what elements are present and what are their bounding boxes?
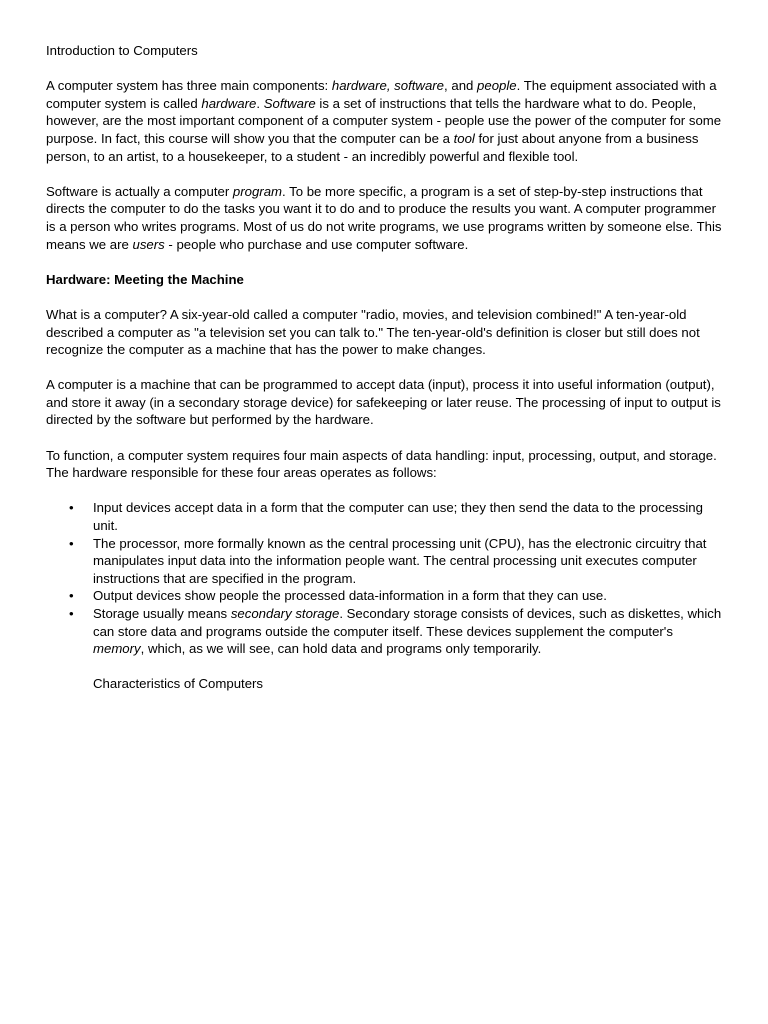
section-heading: Hardware: Meeting the Machine [46,271,244,287]
list-item [46,587,722,605]
document-title: Introduction to Computers [46,43,198,58]
text-span: . The equipment associated with a computer system is called [46,78,717,111]
text-span: . Secondary storage consists of devices, such as diskettes, which can store data and programs outside the computer itself. These devices supplement the computer's [93,606,722,639]
emphasis-text: secondary storage [230,606,340,621]
text-span: , and [444,78,478,94]
list-item-text: The processor, more formally known as the central processing unit (CPU), has the electronic circuitry that manipulates input data into the information people want. The central processing unit executes computer instructions that are specified in the program. [93,535,707,586]
emphasis-text: users [132,236,165,252]
text-span: A computer system has three main components: [46,78,332,94]
list-item [46,535,722,588]
list-item [46,605,722,658]
emphasis-text: Software [263,95,316,111]
bullet-icon: • [69,606,74,621]
emphasis-text: memory [93,641,141,657]
text-span: . [256,95,264,111]
bullet-icon: • [69,588,74,604]
paragraph-what-is-computer: What is a computer? A six-year-old called a computer "radio, movies, and television combined!" A ten-year-old described a computer as "a television set you can talk to." The ten-year-old's definition is closer but still does not recognize the computer as a machine that has the power to make changes. [46,306,700,358]
paragraph-components [46,77,722,165]
emphasis-text: program [232,183,283,199]
list-item-text: Output devices show people the processed data-information in a form that they can use. [93,588,607,604]
emphasis-text: hardware, software [331,78,445,94]
text-span: for just about anyone from a business person, to an artist, to a housekeeper, to a student - an incredibly powerful and flexible tool. [46,130,699,164]
text-span: , which, as we will see, can hold data and programs only temporarily. [140,641,542,657]
paragraph-software [46,183,722,253]
sub-heading: Characteristics of Computers [93,676,264,692]
document-page [46,42,722,693]
text-span: Storage usually means [93,606,231,621]
list-item [46,499,722,534]
text-span: is a set of instructions that tells the hardware what to do. People, however, are the most important component of a computer system - people use the power of the computer for some purpose. In fact, this course will show you that the computer can be a [46,95,722,146]
hardware-bullet-list [46,499,722,657]
list-item-text: Input devices accept data in a form that the computer can use; they then send the data to the processing unit. [93,500,703,534]
text-span: - people who purchase and use computer software. [164,236,469,252]
emphasis-text: tool [453,130,475,146]
paragraph-data-handling: To function, a computer system requires four main aspects of data handling: input, processing, output, and storage. The hardware responsible for these four areas operates as follows: [46,447,717,481]
bullet-icon: • [69,500,74,516]
text-span: . To be more specific, a program is a set of step-by-step instructions that directs the computer to do the tasks you want it to do and to produce the results you want. A computer programmer is a person who writes programs. Most of us do not write programs, we use programs written by someone else. This means we are [46,183,722,252]
paragraph-machine-definition: A computer is a machine that can be programmed to accept data (input), process it into useful information (output), and store it away (in a secondary storage device) for safekeeping or later reuse. The processing of input to output is directed by the software but performed by the hardware. [46,377,721,428]
emphasis-text: hardware [201,95,257,111]
text-span: Software is actually a computer [46,183,233,199]
bullet-icon: • [69,535,74,551]
emphasis-text: people [477,78,517,94]
